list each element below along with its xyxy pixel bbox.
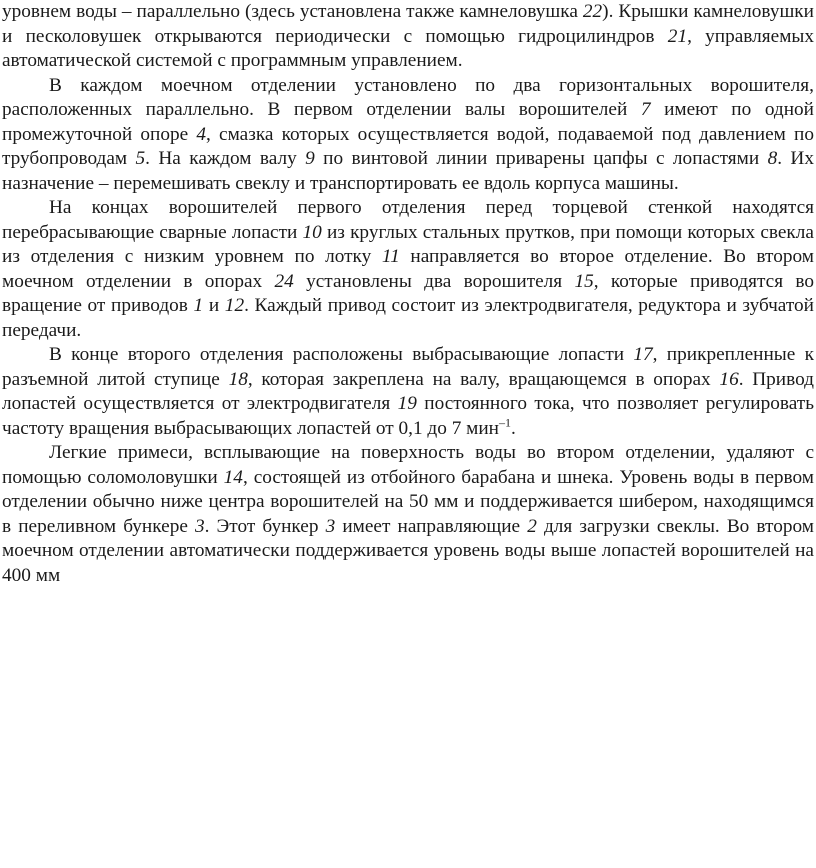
text-segment: На концах ворошителей первого отделения перед торцевой стенкой находятся перебрасывающие сварные лопасти	[2, 197, 814, 243]
figure-reference-number: 12	[224, 295, 245, 316]
text-segment: из круглых стальных прутков, при помощи которых свекла из отделения с низким уровнем по лотку	[2, 221, 814, 267]
figure-reference-number: 16	[719, 368, 739, 390]
text-segment: по винтовой линии приварены цапфы с лопастями	[314, 148, 768, 169]
text-segment: , смазка которых осуществляется водой, подаваемой под давлением по трубопроводам	[2, 123, 814, 169]
figure-reference-number: 4	[196, 123, 207, 145]
text-segment: направляется во второе отделение. Во втором моечном отделении в опорах	[2, 246, 814, 292]
text-segment: имеет направляющие	[335, 515, 528, 537]
figure-reference-number: 24	[274, 270, 294, 292]
text-segment: имеют по одной промежуточной опоре	[2, 99, 814, 145]
text-segment: установлены два ворошителя	[293, 270, 575, 292]
document-body	[2, 0, 814, 588]
figure-reference-number: 10	[302, 221, 322, 243]
text-segment: , прикрепленные к разъемной литой ступице	[2, 344, 814, 390]
text-segment: В каждом моечном отделении установлено по два горизонтальных ворошителя, расположенных параллельно. В первом отделении валы ворошителей	[2, 74, 814, 120]
figure-reference-number: 3	[195, 515, 205, 537]
figure-reference-number: 7	[640, 99, 651, 120]
figure-reference-number: 22	[582, 1, 603, 22]
text-segment: . Привод лопастей осуществляется от электродвигателя	[2, 368, 814, 414]
text-segment: , состоящей из отбойного барабана и шнека. Уровень воды в первом отделении обычно ниже центра ворошителей на 50 мм и поддерживается шибером, находящимся в переливном бункере	[2, 466, 814, 537]
superscript: –1	[499, 415, 511, 430]
text-segment: Легкие примеси, всплывающие на поверхность воды во втором отделении, удаляют с помощью соломоловушки	[2, 442, 814, 488]
figure-reference-number: 14	[223, 466, 243, 488]
text-segment: .	[511, 417, 516, 439]
figure-reference-number: 2	[527, 515, 537, 537]
figure-reference-number: 15	[574, 270, 594, 292]
figure-reference-number: 8	[767, 148, 778, 169]
figure-reference-number: 17	[633, 344, 653, 365]
text-segment: ). Крышки камнеловушки и песколовушек открываются периодически с помощью гидроцилиндров	[2, 1, 814, 47]
text-segment: для загрузки свеклы. Во втором моечном отделении автоматически поддерживается уровень воды выше лопастей ворошителей на 400 мм	[2, 515, 814, 586]
paragraph	[2, 0, 814, 74]
figure-reference-number: 11	[381, 246, 400, 267]
text-segment: уровнем воды – параллельно (здесь установлена также камнеловушка	[2, 1, 583, 22]
figure-reference-number: 19	[397, 393, 417, 414]
paragraph	[2, 196, 814, 343]
figure-reference-number: 1	[193, 295, 204, 316]
text-segment: , которая закреплена на валу, вращающемся в опорах	[247, 368, 720, 390]
text-segment: . На каждом валу	[145, 148, 306, 169]
figure-reference-number: 18	[228, 368, 248, 390]
text-segment: В конце второго отделения расположены выбрасывающие лопасти	[49, 344, 634, 365]
paragraph	[2, 74, 814, 197]
paragraph	[2, 441, 814, 588]
text-segment: и	[203, 295, 225, 316]
text-segment: . Этот бункер	[204, 515, 326, 537]
text-segment: , управляемых автоматической системой с программным управлением.	[2, 25, 815, 71]
text-segment: . Каждый привод состоит из электродвигателя, редуктора и зубчатой передачи.	[2, 295, 814, 341]
text-segment: . Их назначение – перемешивать свеклу и транспортировать ее вдоль корпуса машины.	[2, 148, 814, 194]
text-segment: , которые приводятся во вращение от приводов	[2, 270, 814, 316]
text-segment: постоянного тока, что позволяет регулировать частоту вращения выбрасывающих лопастей от 0,1 до 7 мин	[2, 393, 814, 439]
paragraph	[2, 343, 814, 441]
figure-reference-number: 3	[325, 515, 336, 537]
figure-reference-number: 9	[305, 148, 315, 169]
figure-reference-number: 21	[667, 25, 688, 47]
figure-reference-number: 5	[135, 148, 146, 169]
